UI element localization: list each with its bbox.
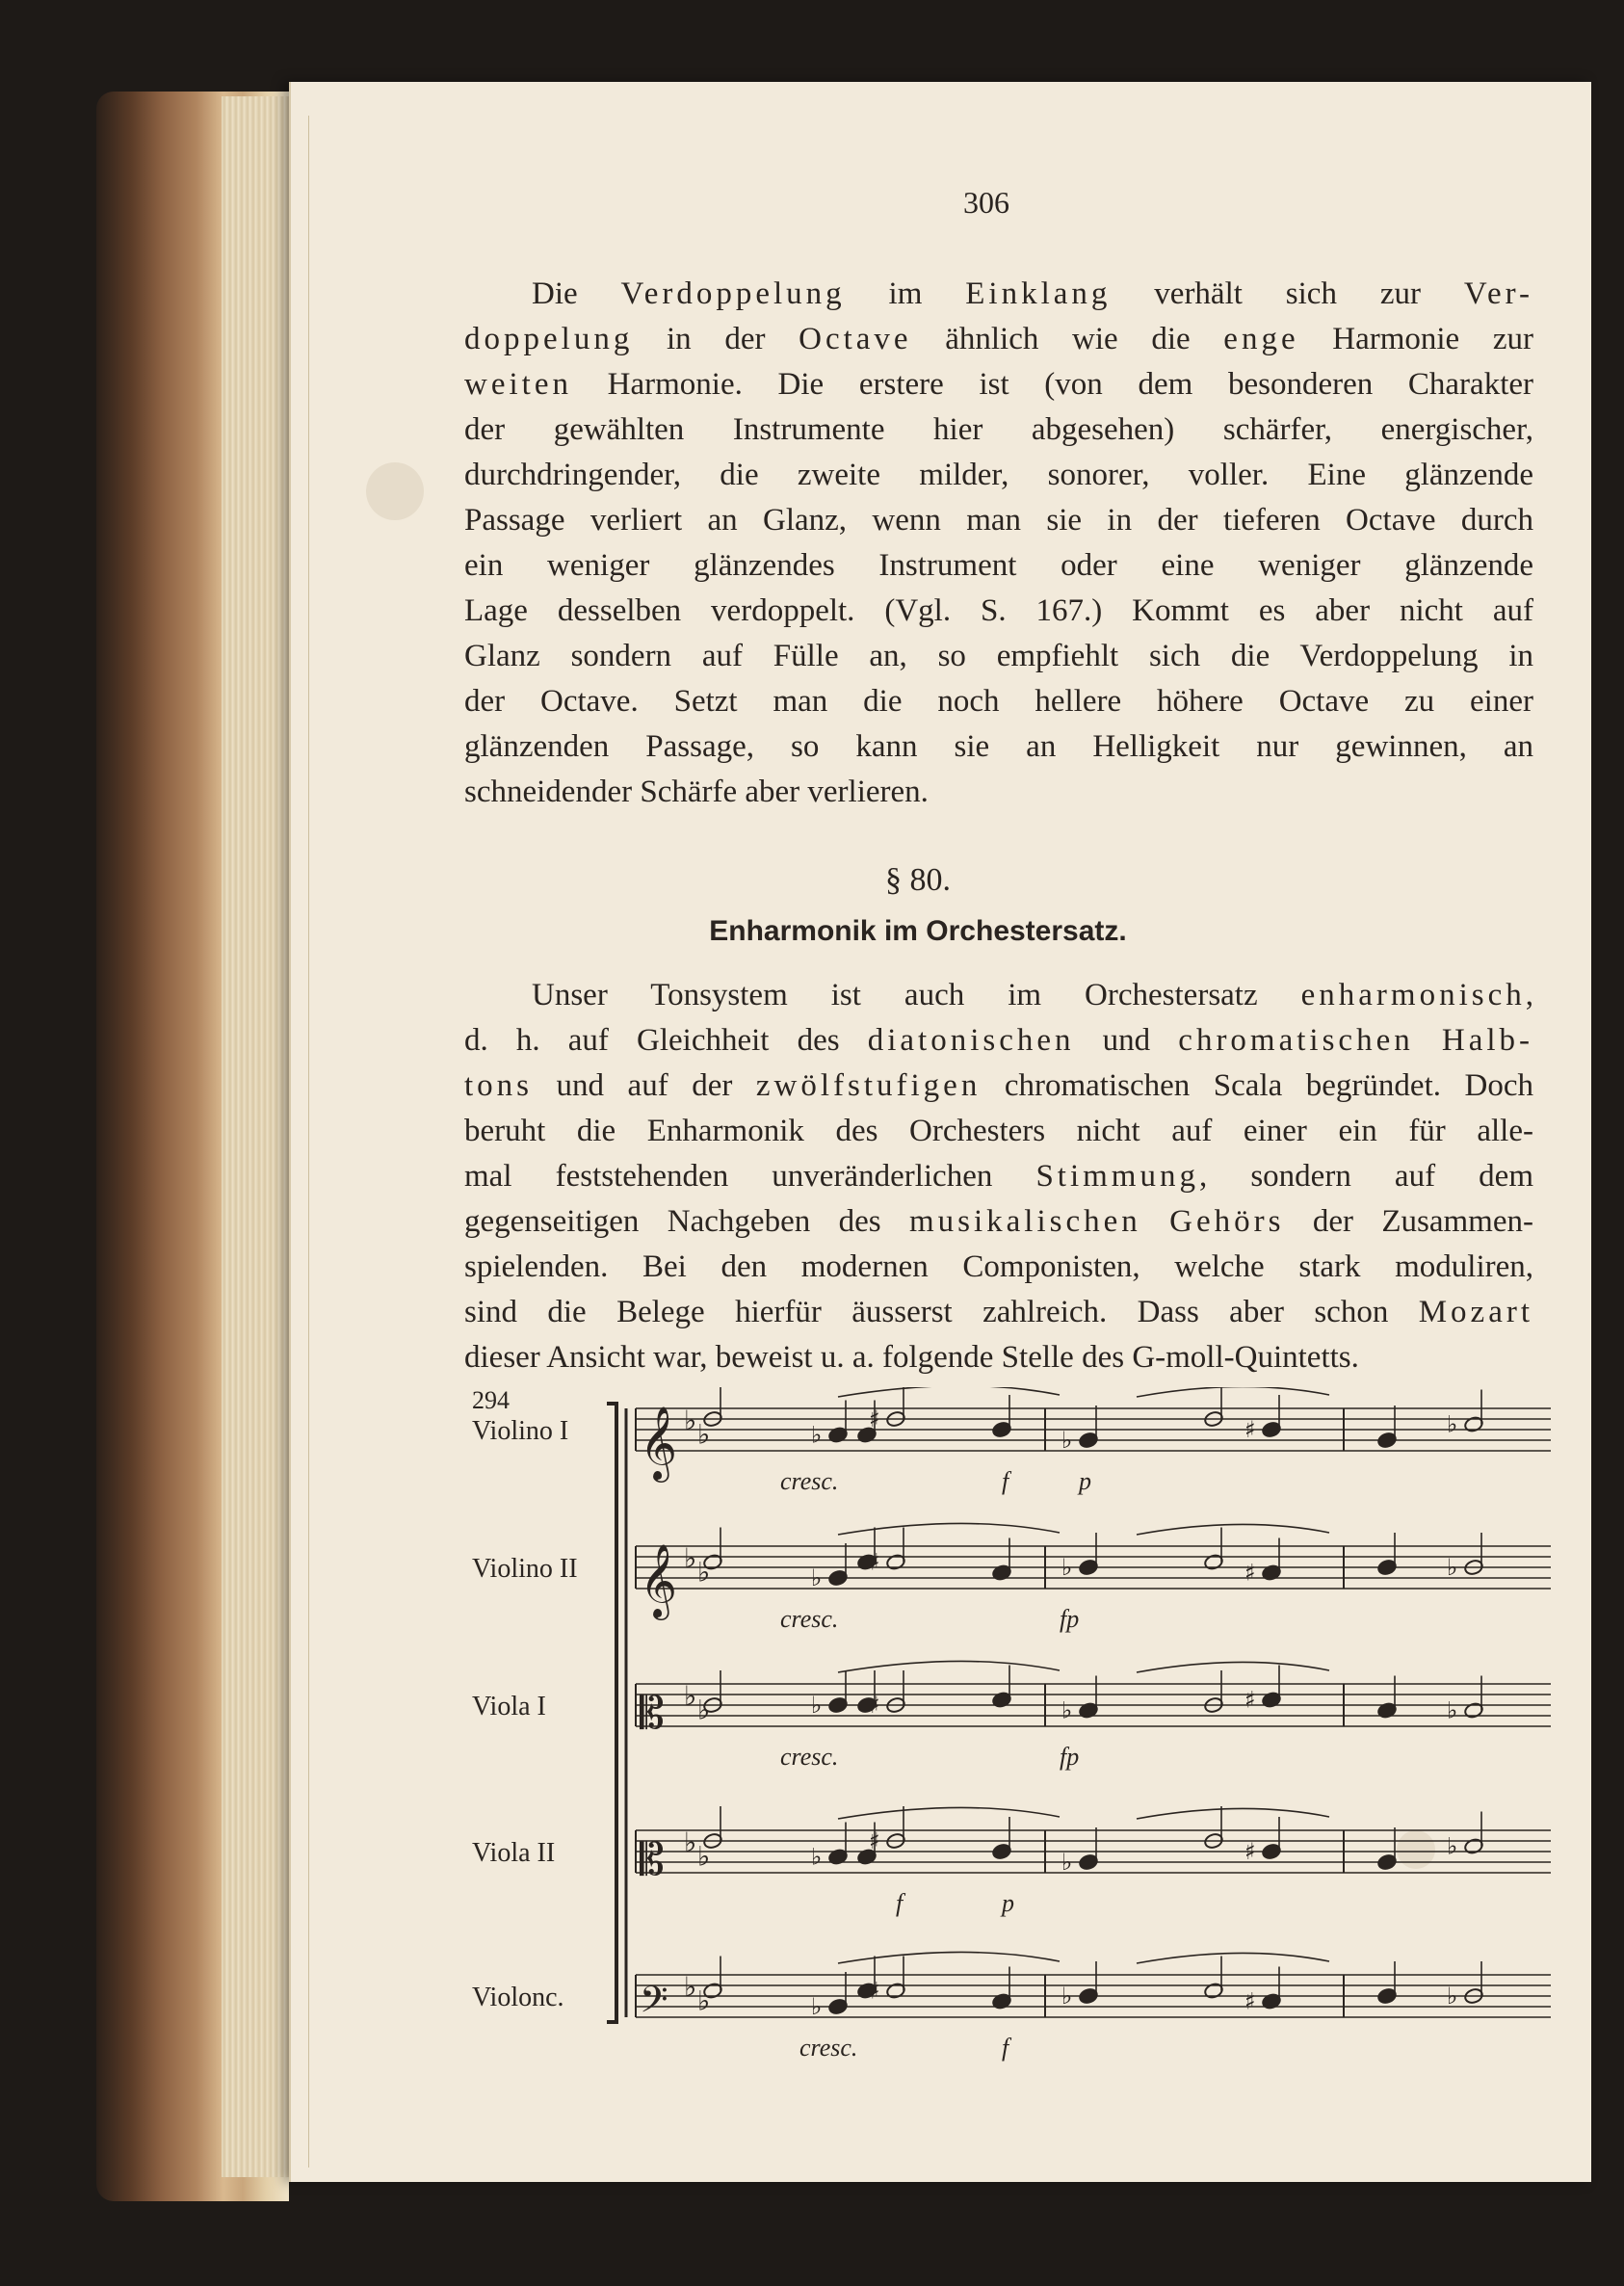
instrument-label: Viola I [472,1692,546,1721]
paragraph-2-line: mal feststehenden unveränderlichen Stimmung, sondern auf dem [464,1159,1533,1194]
spaced-word: musikalischen [908,1204,1141,1239]
accidental: ♭ [1447,1554,1458,1581]
paragraph-1-line: Passage verliert an Glanz, wenn man sie in der tieferen Octave durch [464,503,1533,538]
score-notation [462,1387,1551,2090]
accidental: ♭ [1061,1983,1073,2010]
slur [838,1387,1060,1397]
spaced-word: zwölfstufigen [755,1068,982,1103]
slur [838,1807,1060,1819]
spaced-word: Verdoppelung [620,276,846,311]
paragraph-1-line: glänzenden Passage, so kann sie an Helligkeit nur gewinnen, an [464,729,1533,764]
key-flat: ♭ [697,1694,711,1726]
alto-clef: 𝄡 [640,1687,665,1739]
accidental: ♭ [1447,1983,1458,2010]
paragraph-1-line: doppelung in der Octave ähnlich wie die enge Harmonie zur [464,322,1533,356]
accidental: ♯ [869,1692,880,1719]
bass-clef: 𝄢 [640,1978,668,2030]
paragraph-doubling [464,272,1533,815]
paragraph-1-line: durchdringender, die zweite milder, sonorer, voller. Eine glänzende [464,458,1533,492]
spaced-word: Ver- [1463,276,1533,311]
slur [1137,1524,1329,1535]
paragraph-1-line: der gewählten Instrumente hier abgesehen) schärfer, energischer, [464,412,1533,447]
accidental: ♯ [1244,1559,1256,1587]
accidental: ♭ [1061,1849,1073,1876]
dynamic-marking: f [1002,1467,1009,1495]
key-flat: ♭ [684,1680,697,1712]
alto-clef: 𝄡 [640,1833,665,1885]
music-example [462,1387,1551,2090]
slur [838,1661,1060,1672]
paragraph-1-line: Lage desselben verdoppelt. (Vgl. S. 167.) Kommt es aber nicht auf [464,593,1533,628]
accidental: ♯ [869,1548,880,1576]
dynamic-marking: fp [1060,1743,1080,1771]
spaced-word: Einklang [965,276,1112,311]
instrument-label: Viola II [472,1838,556,1868]
paragraph-2-line: Unser Tonsystem ist auch im Orchestersatz enharmonisch, [532,978,1533,1012]
slur [1137,1808,1329,1819]
key-flat: ♭ [684,1405,697,1436]
dynamic-marking: cresc. [780,1467,839,1495]
accidental: ♯ [1244,1416,1256,1443]
paragraph-1-line: schneidender Schärfe aber verlieren. [464,775,929,809]
accidental: ♯ [869,1827,880,1854]
dynamic-marking: fp [1060,1605,1080,1633]
section-number: § 80. [885,862,951,898]
paragraph-1-line: der Octave. Setzt man die noch hellere höhere Octave zu einer [464,684,1533,719]
spaced-word: Gehörs [1169,1204,1285,1239]
accidental: ♯ [869,1406,880,1432]
accidental: ♭ [1061,1427,1073,1454]
paragraph-1-line: weiten Harmonie. Die erstere ist (von dem besonderen Charakter [464,367,1533,402]
paragraph-2-line: beruht die Enharmonik des Orchesters nicht auf einer ein für alle- [464,1114,1533,1148]
key-flat: ♭ [697,1418,711,1451]
key-flat: ♭ [684,1826,697,1858]
paragraph-1-line: ein weniger glänzendes Instrument oder eine weniger glänzende [464,548,1533,583]
page-gutter-line [308,116,309,2168]
spaced-word: enge [1223,322,1299,356]
slur [838,1952,1060,1963]
paragraph-2-line: dieser Ansicht war, beweist u. a. folgende Stelle des G-moll-Quintetts. [464,1340,1359,1375]
key-flat: ♭ [697,1840,711,1873]
slur [1137,1953,1329,1963]
key-flat: ♭ [697,1984,711,2017]
accidental: ♭ [811,1564,823,1591]
accidental: ♯ [1244,1686,1256,1714]
dynamic-marking: cresc. [780,1743,839,1771]
slur [1137,1387,1329,1397]
instrument-label: Violino I [472,1416,569,1446]
dynamic-marking: f [896,1889,904,1917]
spaced-word: chromatischen [1178,1023,1414,1058]
instrument-label: Violonc. [472,1983,564,2012]
paragraph-enharmonic [464,973,1533,1380]
treble-clef: 𝄞 [640,1406,678,1480]
accidental: ♭ [1061,1696,1073,1724]
accidental: ♯ [1244,1838,1256,1865]
slur [1137,1662,1329,1672]
accidental: ♭ [811,1692,823,1719]
dynamic-marking: p [1079,1467,1091,1495]
dynamic-marking: cresc. [799,2034,858,2062]
accidental: ♭ [811,1843,823,1871]
paragraph-2-line: gegenseitigen Nachgeben des musikalischen Gehörs der Zusammen- [464,1204,1533,1239]
treble-clef: 𝄞 [640,1543,678,1617]
accidental: ♭ [1447,1696,1458,1724]
dynamic-marking: cresc. [780,1605,839,1633]
paper-stain [366,462,424,520]
paragraph-2-line: d. h. auf Gleichheit des diatonischen und chromatischen Halb- [464,1023,1534,1058]
dynamic-marking: p [1002,1889,1014,1917]
paragraph-1-line: Glanz sondern auf Fülle an, so empfiehlt sich die Verdoppelung in [464,639,1533,673]
paragraph-1-line: Die Verdoppelung im Einklang verhält sich zur Ver- [532,276,1533,311]
key-flat: ♭ [684,1971,697,2003]
dynamic-marking: f [1002,2034,1009,2062]
accidental: ♯ [1244,1987,1256,2015]
accidental: ♭ [811,1993,823,2020]
spaced-word: Stimmung [1035,1159,1199,1194]
key-flat: ♭ [684,1542,697,1574]
accidental: ♭ [1447,1410,1458,1438]
accidental: ♭ [1447,1832,1458,1860]
key-flat: ♭ [697,1556,711,1589]
spaced-word: weiten [464,367,572,402]
paragraph-2-line: tons und auf der zwölfstufigen chromatischen Scala begründet. Doch [464,1068,1533,1103]
spaced-word: Octave [799,322,912,356]
spaced-word: tons [464,1068,534,1103]
section-title: Enharmonik im Orchestersatz. [709,915,1127,947]
paragraph-2-line: spielenden. Bei den modernen Componisten, welche stark moduliren, [464,1249,1533,1284]
accidental: ♭ [811,1421,823,1449]
spaced-word: Mozart [1418,1295,1533,1329]
spaced-word: diatonischen [867,1023,1075,1058]
accidental: ♯ [869,1977,880,2005]
paragraph-2-line: sind die Belege hierfür äusserst zahlreich. Dass aber schon Mozart [464,1295,1533,1329]
spaced-word: doppelung [464,322,634,356]
accidental: ♭ [1061,1554,1073,1581]
system-bracket [607,1404,616,2022]
instrument-label: Violino II [472,1554,578,1584]
spaced-word: enharmonisch [1300,978,1526,1012]
spaced-word: Halb- [1441,1023,1534,1058]
slur [838,1523,1060,1535]
example-number: 294 [472,1387,510,1414]
page-number: 306 [963,185,1009,220]
